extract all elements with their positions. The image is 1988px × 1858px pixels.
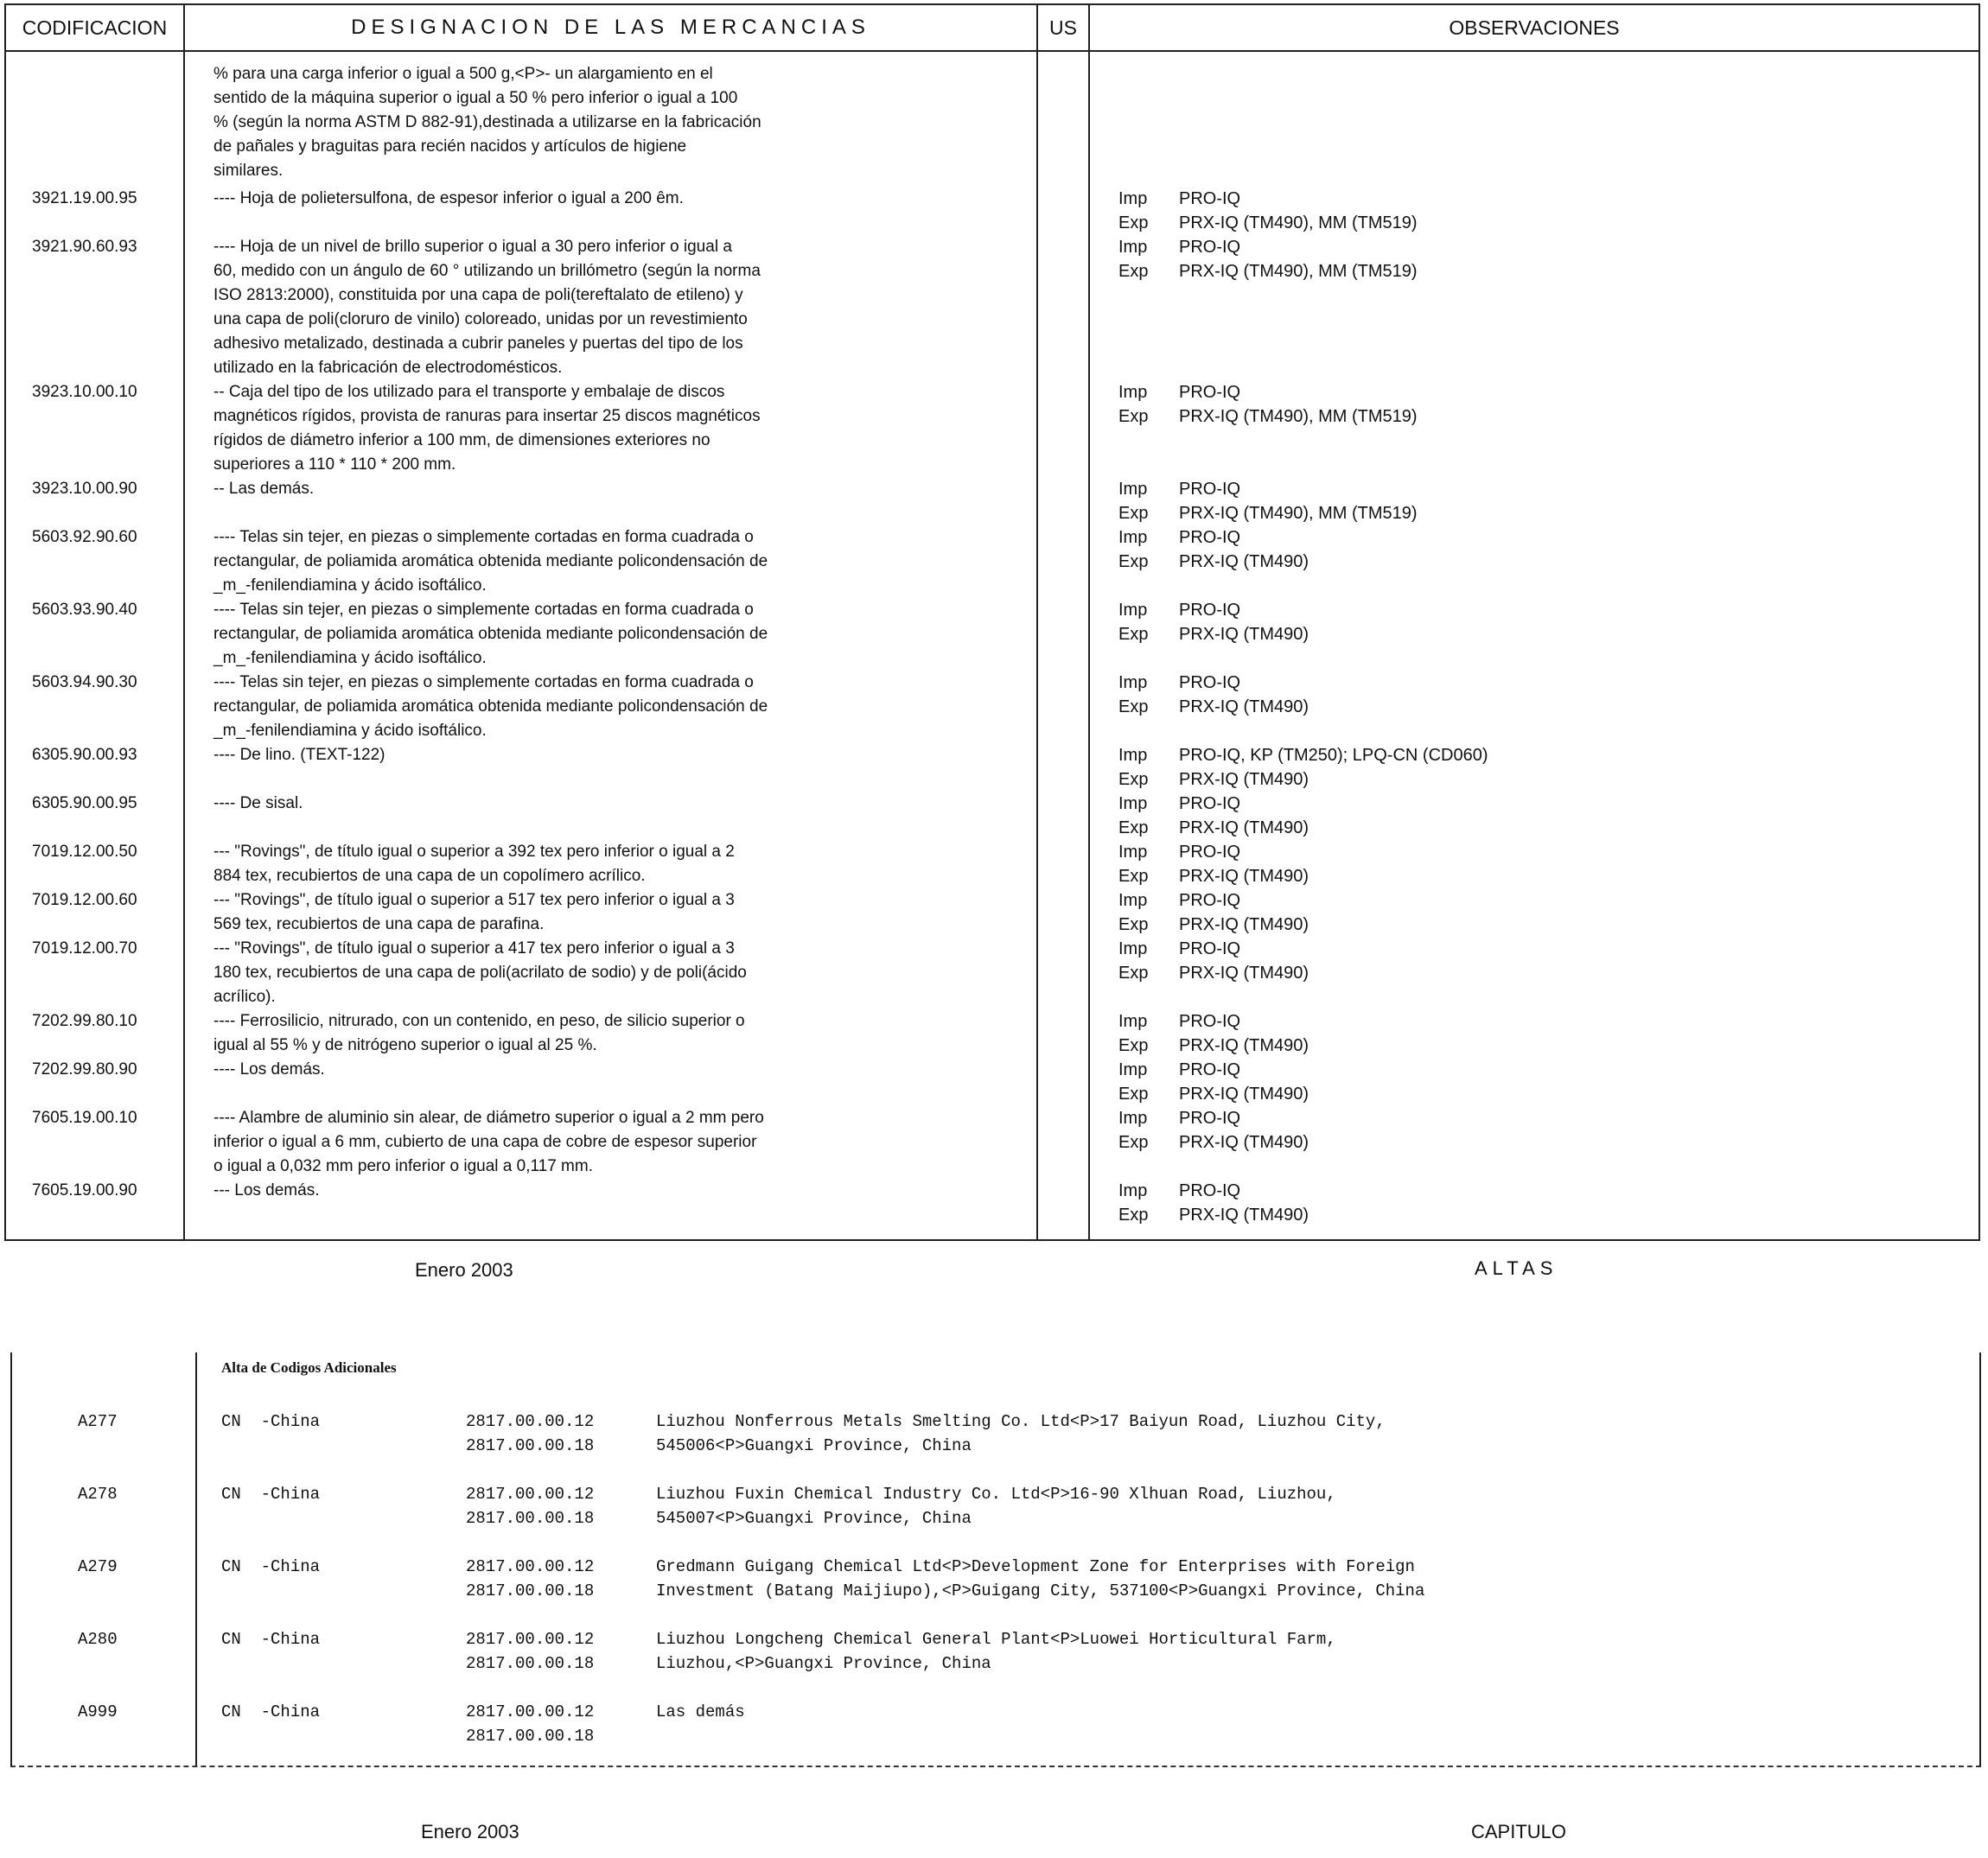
observation-kind: Exp — [1118, 262, 1149, 281]
observation-line — [1118, 937, 1827, 961]
observation-line — [1118, 671, 1827, 695]
observation-kind: Exp — [1118, 1133, 1149, 1152]
observation-text: PRO-IQ — [1179, 939, 1241, 958]
goods-description: ---- Los demás. — [213, 1060, 325, 1079]
goods-description: -- Las demás. — [213, 480, 315, 498]
goods-description: ---- Alambre de aluminio sin alear, de diámetro superior o igual a 2 mm pero inferior o igual a 6 mm, cubierto de una capa de cobre de espesor superior o igual a 0,032 mm pero inferior o igual a 0,117 mm. — [213, 1109, 764, 1175]
observation-text: PRX-IQ (TM490) — [1179, 697, 1309, 716]
observation-kind: Imp — [1118, 601, 1148, 620]
observation-text: PRX-IQ (TM490), MM (TM519) — [1179, 262, 1418, 281]
observation-line — [1118, 1106, 1827, 1130]
observation-kind: Imp — [1118, 939, 1148, 958]
company-address — [656, 1482, 1909, 1530]
footer-chapter: CAPITULO — [1471, 1821, 1567, 1842]
company-address-line: Liuzhou,<P>Guangxi Province, China — [656, 1654, 991, 1673]
observation-kind: Exp — [1118, 770, 1149, 789]
observation-text: PRX-IQ (TM490) — [1179, 915, 1309, 934]
observation-text: PRX-IQ (TM490) — [1179, 867, 1309, 886]
observation-kind: Exp — [1118, 625, 1149, 644]
observations — [1118, 743, 1827, 792]
observation-text: PRX-IQ (TM490), MM (TM519) — [1179, 213, 1418, 232]
tariff-code: 7019.12.00.70 — [32, 939, 137, 958]
observations — [1118, 598, 1827, 646]
observation-line — [1118, 380, 1827, 404]
observations — [1118, 792, 1827, 840]
company-address-line: Las demás — [656, 1702, 745, 1721]
tariff-code: 3921.19.00.95 — [32, 189, 137, 207]
observation-line — [1118, 404, 1827, 429]
tariff-code: 2817.00.00.18 — [466, 1509, 595, 1528]
observation-kind: Imp — [1118, 1060, 1148, 1079]
company-address-line: Liuzhou Nonferrous Metals Smelting Co. Ltd<P>17 Baiyun Road, Liuzhou City, — [656, 1412, 1386, 1431]
company-address — [656, 1409, 1909, 1458]
observation-line — [1118, 792, 1827, 816]
company-address-line: Investment (Batang Maijiupo),<P>Guigang City, 537100<P>Guangxi Province, China — [656, 1581, 1425, 1600]
additional-codes-table — [10, 1352, 1981, 1767]
observation-text: PRO-IQ — [1179, 528, 1241, 547]
header-us: US — [1049, 16, 1077, 39]
tariff-code: 7605.19.00.90 — [32, 1181, 137, 1199]
tariff-code: 2817.00.00.12 — [466, 1412, 595, 1431]
observation-text: PRO-IQ — [1179, 383, 1241, 402]
observations — [1118, 840, 1827, 888]
country: CN -China — [221, 1412, 321, 1431]
observation-kind: Exp — [1118, 1206, 1149, 1225]
company-address-line: 545006<P>Guangxi Province, China — [656, 1436, 972, 1455]
observation-text: PRX-IQ (TM490), MM (TM519) — [1179, 504, 1418, 523]
observation-kind: Imp — [1118, 1181, 1148, 1200]
observation-text: PRX-IQ (TM490), MM (TM519) — [1179, 407, 1418, 426]
tariff-code: 7202.99.80.90 — [32, 1060, 137, 1079]
observations — [1118, 1009, 1827, 1058]
additional-code: A279 — [78, 1557, 118, 1576]
observation-text: PRO-IQ — [1179, 1012, 1241, 1031]
observation-kind: Exp — [1118, 213, 1149, 232]
observation-text: PRX-IQ (TM490) — [1179, 818, 1309, 837]
observation-kind: Exp — [1118, 407, 1149, 426]
goods-description: ---- Hoja de un nivel de brillo superior o igual a 30 pero inferior o igual a 60, medido con un ángulo de 60 ° utilizando un brillómetro (según la norma ISO 2813:2000), constituida por una capa de poli(tereftalato de etileno) y una capa de poli(cloruro de vinilo) coloreado, unidas por un revestimiento adhesivo metalizado, destinada a cubrir paneles y puertas del tipo de los utilizado en la fabricación de electrodomésticos. — [213, 238, 761, 377]
tariff-code: 5603.94.90.30 — [32, 673, 137, 691]
observation-line — [1118, 695, 1827, 719]
goods-description: ---- De sisal. — [213, 794, 303, 812]
observation-text: PRX-IQ (TM490) — [1179, 625, 1309, 644]
footer-section: ALTAS — [1475, 1257, 1558, 1279]
observation-line — [1118, 1203, 1827, 1227]
observation-kind: Exp — [1118, 964, 1149, 983]
observation-line — [1118, 1058, 1827, 1082]
observation-kind: Imp — [1118, 746, 1148, 765]
observation-kind: Exp — [1118, 818, 1149, 837]
header-observaciones: OBSERVACIONES — [1449, 16, 1620, 39]
company-address — [656, 1555, 1909, 1603]
observation-kind: Imp — [1118, 1109, 1148, 1128]
observation-line — [1118, 501, 1827, 525]
observation-kind: Imp — [1118, 1012, 1148, 1031]
company-address-line — [656, 1724, 1909, 1748]
goods-description: -- Caja del tipo de los utilizado para el transporte y embalaje de discos magnéticos rígidos, provista de ranuras para insertar 25 discos magnéticos rígidos de diámetro inferior a 100 mm, de dimensiones exteriores no superiores a 110 * 110 * 200 mm. — [213, 383, 761, 474]
observation-line — [1118, 187, 1827, 211]
observations — [1118, 187, 1827, 235]
observation-line — [1118, 211, 1827, 235]
observation-line — [1118, 743, 1827, 767]
observation-text: PRO-IQ — [1179, 189, 1241, 208]
observation-line — [1118, 816, 1827, 840]
goods-description: --- "Rovings", de título igual o superior a 417 tex pero inferior o igual a 3 180 tex, recubiertos de una capa de poli(acrilato de sodio) y de poli(ácido acrílico). — [213, 939, 747, 1006]
tariff-codes — [466, 1555, 594, 1603]
observation-text: PRO-IQ, KP (TM250); LPQ-CN (CD060) — [1179, 746, 1488, 765]
goods-description: ---- Ferrosilicio, nitrurado, con un contenido, en peso, de silicio superior o igual al 55 % y de nitrógeno superior o igual al 25 %. — [213, 1012, 745, 1054]
tariff-code: 5603.92.90.60 — [32, 528, 137, 546]
observation-line — [1118, 235, 1827, 259]
tariff-code: 2817.00.00.12 — [466, 1630, 595, 1649]
goods-description: ---- De lino. (TEXT-122) — [213, 746, 385, 764]
observations — [1118, 477, 1827, 525]
observation-text: PRO-IQ — [1179, 891, 1241, 910]
tariff-codes — [466, 1482, 594, 1530]
observation-text: PRX-IQ (TM490) — [1179, 1206, 1309, 1225]
tariff-code: 2817.00.00.18 — [466, 1654, 595, 1673]
header-codificacion: CODIFICACION — [22, 16, 168, 39]
observations — [1118, 888, 1827, 937]
observations — [1118, 380, 1827, 429]
tariff-code: 6305.90.00.93 — [32, 746, 137, 764]
header-designacion: DESIGNACION DE LAS MERCANCIAS — [351, 16, 870, 39]
observation-text: PRX-IQ (TM490) — [1179, 1133, 1309, 1152]
observation-line — [1118, 525, 1827, 550]
observation-text: PRO-IQ — [1179, 1060, 1241, 1079]
observation-kind: Imp — [1118, 794, 1148, 813]
tariff-codes — [466, 1627, 594, 1676]
observation-kind: Exp — [1118, 697, 1149, 716]
company-address-line: Gredmann Guigang Chemical Ltd<P>Development Zone for Enterprises with Foreign — [656, 1557, 1415, 1576]
country: CN -China — [221, 1630, 321, 1649]
company-address — [656, 1627, 1909, 1676]
goods-description: --- Los demás. — [213, 1181, 320, 1199]
tariff-code: 2817.00.00.12 — [466, 1702, 595, 1721]
observation-line — [1118, 961, 1827, 985]
observation-line — [1118, 598, 1827, 622]
observation-text: PRO-IQ — [1179, 480, 1241, 499]
goods-description: ---- Telas sin tejer, en piezas o simplemente cortadas en forma cuadrada o rectangular, de poliamida aromática obtenida mediante policondensación de _m_-fenilendiamina y ácido isoftálico. — [213, 528, 768, 595]
observations — [1118, 235, 1827, 283]
goods-description: ---- Hoja de polietersulfona, de espesor inferior o igual a 200 êm. — [213, 189, 684, 207]
observation-text: PRO-IQ — [1179, 1109, 1241, 1128]
observation-text: PRO-IQ — [1179, 673, 1241, 692]
observation-text: PRX-IQ (TM490) — [1179, 1036, 1309, 1055]
observation-text: PRO-IQ — [1179, 601, 1241, 620]
additional-codes-title: Alta de Codigos Adicionales — [221, 1359, 397, 1376]
observations — [1118, 1179, 1827, 1227]
company-address-line: 545007<P>Guangxi Province, China — [656, 1509, 972, 1528]
additional-code: A277 — [78, 1412, 118, 1431]
observation-kind: Exp — [1118, 1036, 1149, 1055]
goods-description: ---- Telas sin tejer, en piezas o simplemente cortadas en forma cuadrada o rectangular, de poliamida aromática obtenida mediante policondensación de _m_-fenilendiamina y ácido isoftálico. — [213, 673, 768, 740]
observation-kind: Imp — [1118, 673, 1148, 692]
additional-code: A280 — [78, 1630, 118, 1649]
observation-text: PRO-IQ — [1179, 843, 1241, 862]
observations — [1118, 1058, 1827, 1106]
column-divider — [1088, 5, 1090, 1239]
observations — [1118, 525, 1827, 574]
observation-text: PRO-IQ — [1179, 1181, 1241, 1200]
tariff-code: 2817.00.00.18 — [466, 1727, 595, 1746]
observation-line — [1118, 622, 1827, 646]
goods-description: % para una carga inferior o igual a 500 g,<P>- un alargamiento en el sentido de la máquina superior o igual a 50 % pero inferior o igual a 100 % (según la norma ASTM D 882-91),destinada a utilizarse en la fabricación de pañales y braguitas para recién nacidos y artículos de higiene similares. — [213, 65, 761, 180]
tariff-code: 3921.90.60.93 — [32, 238, 137, 256]
observation-line — [1118, 1082, 1827, 1106]
goods-description: --- "Rovings", de título igual o superior a 392 tex pero inferior o igual a 2 884 tex, recubiertos de una capa de un copolímero acrílico. — [213, 843, 735, 885]
column-divider — [1036, 5, 1038, 1239]
observation-line — [1118, 477, 1827, 501]
column-divider — [195, 1352, 197, 1766]
tariff-code: 7019.12.00.50 — [32, 843, 137, 861]
observation-kind: Imp — [1118, 528, 1148, 547]
country: CN -China — [221, 1702, 321, 1721]
observation-kind: Exp — [1118, 1085, 1149, 1104]
company-address — [656, 1700, 1909, 1748]
tariff-table — [4, 3, 1980, 1241]
observations — [1118, 671, 1827, 719]
tariff-code: 7202.99.80.10 — [32, 1012, 137, 1030]
tariff-codes — [466, 1700, 594, 1748]
tariff-code: 2817.00.00.12 — [466, 1485, 595, 1504]
observation-kind: Imp — [1118, 843, 1148, 862]
observation-line — [1118, 550, 1827, 574]
observation-kind: Imp — [1118, 383, 1148, 402]
footer-date: Enero 2003 — [415, 1259, 513, 1281]
tariff-code: 7019.12.00.60 — [32, 891, 137, 909]
tariff-code: 3923.10.00.10 — [32, 383, 137, 401]
tariff-code: 2817.00.00.18 — [466, 1436, 595, 1455]
observation-kind: Exp — [1118, 915, 1149, 934]
country: CN -China — [221, 1485, 321, 1504]
tariff-code: 6305.90.00.95 — [32, 794, 137, 812]
observation-kind: Imp — [1118, 480, 1148, 499]
observation-line — [1118, 840, 1827, 864]
observation-text: PRO-IQ — [1179, 794, 1241, 813]
observation-kind: Imp — [1118, 189, 1148, 208]
observation-text: PRX-IQ (TM490) — [1179, 552, 1309, 571]
observation-line — [1118, 864, 1827, 888]
tariff-code: 2817.00.00.12 — [466, 1557, 595, 1576]
observation-text: PRO-IQ — [1179, 238, 1241, 257]
company-address-line: Liuzhou Fuxin Chemical Industry Co. Ltd<P>16-90 Xlhuan Road, Liuzhou, — [656, 1485, 1336, 1504]
observation-kind: Imp — [1118, 238, 1148, 257]
observation-line — [1118, 888, 1827, 913]
observation-text: PRX-IQ (TM490) — [1179, 964, 1309, 983]
observation-text: PRX-IQ (TM490) — [1179, 770, 1309, 789]
footer-date-2: Enero 2003 — [421, 1821, 519, 1842]
company-address-line: Liuzhou Longcheng Chemical General Plant<P>Luowei Horticultural Farm, — [656, 1630, 1336, 1649]
tariff-codes — [466, 1409, 594, 1458]
header-divider — [6, 50, 1978, 52]
observation-kind: Exp — [1118, 504, 1149, 523]
additional-code: A999 — [78, 1702, 118, 1721]
observation-line — [1118, 1009, 1827, 1034]
observation-line — [1118, 1130, 1827, 1155]
tariff-code: 7605.19.00.10 — [32, 1109, 137, 1127]
observations — [1118, 937, 1827, 985]
column-divider — [183, 5, 185, 1239]
observation-line — [1118, 1034, 1827, 1058]
observation-kind: Exp — [1118, 552, 1149, 571]
observations — [1118, 1106, 1827, 1155]
observation-kind: Imp — [1118, 891, 1148, 910]
observation-line — [1118, 913, 1827, 937]
goods-description: ---- Telas sin tejer, en piezas o simplemente cortadas en forma cuadrada o rectangular, de poliamida aromática obtenida mediante policondensación de _m_-fenilendiamina y ácido isoftálico. — [213, 601, 768, 667]
observation-kind: Exp — [1118, 867, 1149, 886]
tariff-code: 3923.10.00.90 — [32, 480, 137, 498]
tariff-code: 2817.00.00.18 — [466, 1581, 595, 1600]
observation-line — [1118, 1179, 1827, 1203]
tariff-code: 5603.93.90.40 — [32, 601, 137, 619]
observation-line — [1118, 767, 1827, 792]
observation-text: PRX-IQ (TM490) — [1179, 1085, 1309, 1104]
observation-line — [1118, 259, 1827, 283]
country: CN -China — [221, 1557, 321, 1576]
goods-description: --- "Rovings", de título igual o superior a 517 tex pero inferior o igual a 3 569 tex, recubiertos de una capa de parafina. — [213, 891, 735, 933]
additional-code: A278 — [78, 1485, 118, 1504]
